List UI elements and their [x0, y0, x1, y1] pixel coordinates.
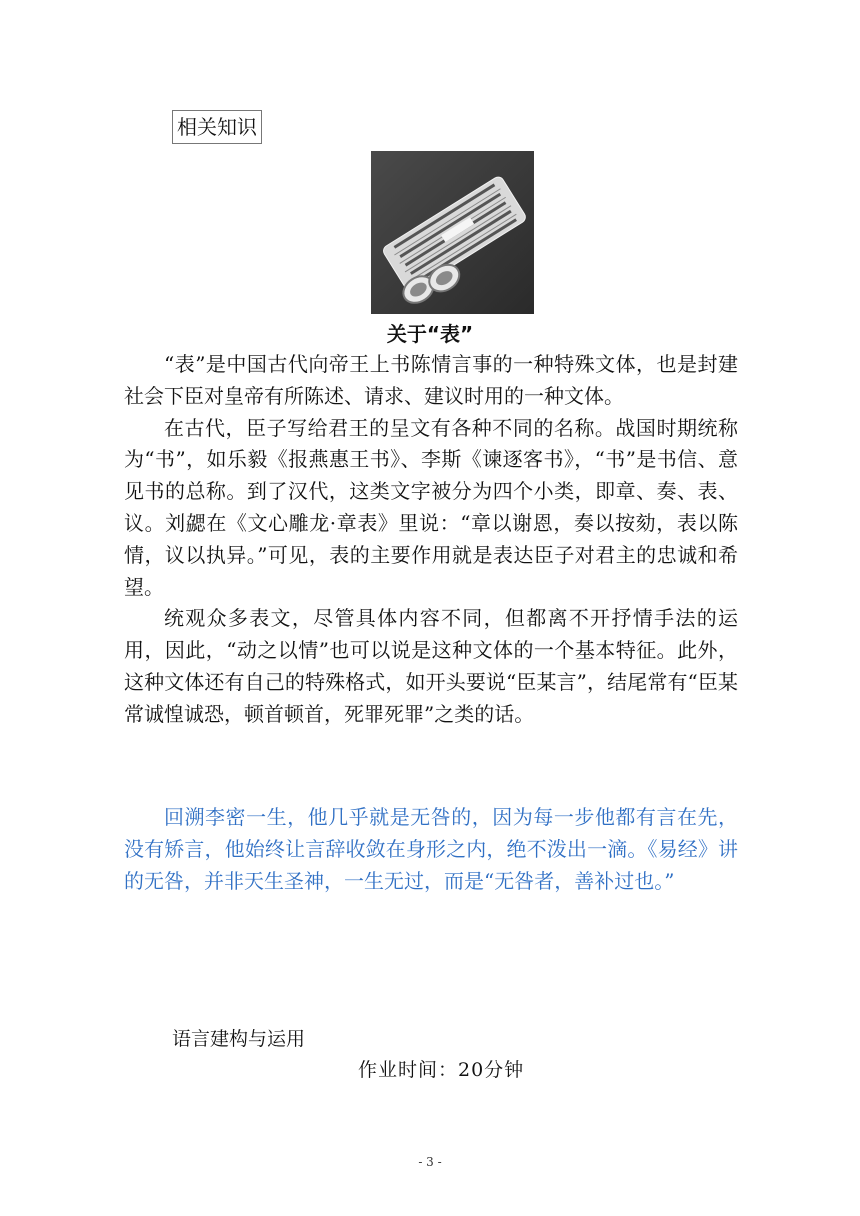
- homework-time: 作业时间：20分钟: [358, 1059, 525, 1081]
- blue-paragraph: 回溯李密一生，他几乎就是无咎的，因为每一步他都有言在先，没有矫言，他始终让言辞收敛在身形之内，绝不泼出一滴。《易经》讲的无咎，并非天生圣神，一生无过，而是“无咎者，善补过也。”: [124, 805, 738, 893]
- blue-excerpt: [124, 802, 738, 897]
- paragraph-3: 统观众多表文，尽管具体内容不同，但都离不开抒情手法的运用，因此，“动之以情”也可以说是这种文体的一个基本特征。此外，这种文体还有自己的特殊格式，如开头要说“臣某言”，结尾常有“臣某常诚惶诚恐，顿首顿首，死罪死罪”之类的话。: [124, 606, 738, 726]
- article-body: [124, 349, 738, 731]
- section-title: 关于“表”: [386, 322, 474, 346]
- scroll-photo: [371, 151, 534, 314]
- related-knowledge-label: 相关知识: [172, 110, 262, 144]
- bamboo-scroll-icon: [371, 151, 534, 314]
- page-number: - 3 -: [418, 1155, 442, 1169]
- paragraph-2: 在古代，臣子写给君王的呈文有各种不同的名称。战国时期统称为“书”，如乐毅《报燕惠王书》、李斯《谏逐客书》，“书”是书信、意见书的总称。到了汉代，这类文字被分为四个小类，即章、奏、表、议。刘勰在《文心雕龙·章表》里说：“章以谢恩，奏以按劾，表以陈情，议以执异。”可见，表的主要作用就是表达臣子对君主的忠诚和希望。: [124, 415, 738, 599]
- exercise-heading: 语言建构与运用: [172, 1028, 306, 1050]
- paragraph-1: “表”是中国古代向帝王上书陈情言事的一种特殊文体，也是封建社会下臣对皇帝有所陈述、请求、建议时用的一种文体。: [124, 352, 738, 408]
